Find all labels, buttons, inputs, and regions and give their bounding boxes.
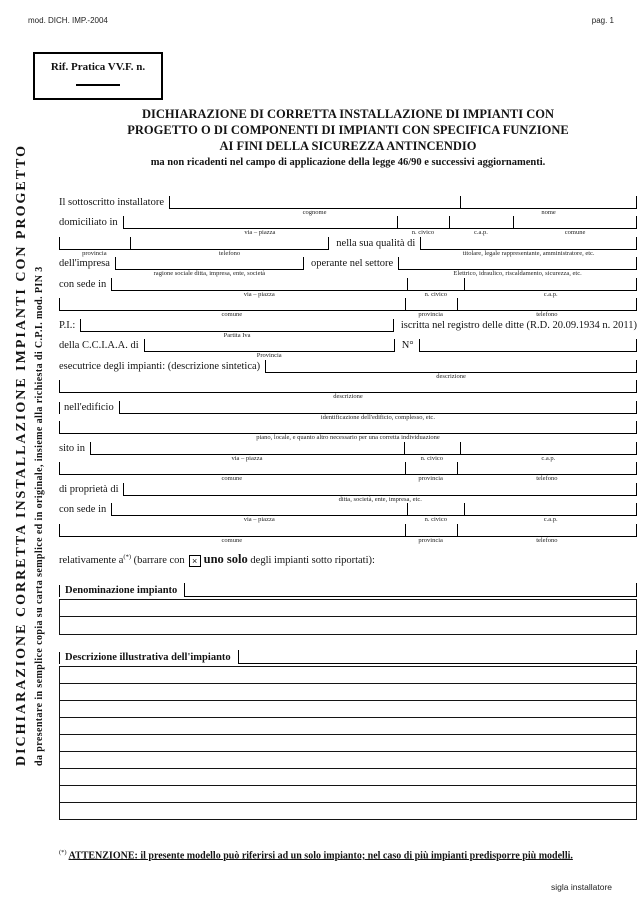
sublabel-civico: n. civico <box>411 229 435 236</box>
cell-comune-domicilio <box>513 216 637 237</box>
sublabel-provincia: provincia <box>418 536 443 544</box>
descrizione-header <box>59 649 637 664</box>
sublabel-telefono: telefono <box>218 249 241 257</box>
sidebar-vertical-title: DICHIARAZIONE CORRETTA INSTALLAZIONE IMPIANTI CON PROGETTO <box>14 143 29 766</box>
field-cognome[interactable] <box>169 196 460 209</box>
cell-cap-proprieta <box>464 503 637 524</box>
sublabel-via: via – piazza <box>244 229 276 236</box>
field-cap-domicilio[interactable] <box>449 216 513 229</box>
cell-piano-locale <box>59 421 637 442</box>
cell-cognome <box>169 196 460 217</box>
denominazione-header-line[interactable] <box>184 583 637 597</box>
instr-uno-solo: uno solo <box>203 551 248 566</box>
field-nome[interactable] <box>460 196 637 209</box>
sublabel-descrizione: descrizione <box>436 372 466 380</box>
row-impresa <box>59 258 637 279</box>
footnote-rest: : il presente modello può riferirsi ad un solo impianto; nel caso di più impianti predisporre più modelli. <box>134 849 573 861</box>
descrizione-header-line[interactable] <box>238 650 637 664</box>
cell-cciaa-numero <box>419 339 637 360</box>
cell-cap-sito <box>460 442 637 463</box>
denominazione-header <box>59 582 637 597</box>
page-number: pag. 1 <box>591 16 614 25</box>
sublabel-comune: comune <box>564 229 586 236</box>
footnote-text <box>69 850 573 861</box>
descrizione-write-row[interactable] <box>60 786 636 803</box>
denominazione-box <box>59 599 637 635</box>
field-provincia-sede[interactable] <box>405 298 457 311</box>
instr-pre: relativamente a <box>59 554 124 566</box>
cell-civico-domicilio <box>397 216 449 237</box>
descrizione-write-row[interactable] <box>60 701 636 718</box>
sublabel-via: via – piazza <box>243 516 275 523</box>
cell-qualita <box>420 237 637 258</box>
row-comune-sede <box>59 299 637 320</box>
field-civico-sede[interactable] <box>407 278 464 291</box>
esecutrice-label: esecutrice degli impianti: (descrizione sintetica) <box>59 360 261 372</box>
checkbox-marked-icon: × <box>189 555 201 567</box>
sublabel-comune: comune <box>221 475 243 482</box>
rif-pratica-label: Rif. Pratica VV.F. n. <box>50 61 146 73</box>
sublabel-partita-iva: Partita Iva <box>223 331 251 339</box>
row-sito-in <box>59 442 637 463</box>
cell-via-sede <box>111 278 407 299</box>
cell-provincia-sito <box>405 462 457 483</box>
cciaa-label: della C.C.I.A.A. di <box>59 340 139 351</box>
cell-comune-sede <box>59 298 405 319</box>
installer-label: Il sottoscritto installatore <box>59 196 164 208</box>
cell-provincia-proprieta <box>405 524 457 545</box>
cell-partita-iva <box>80 319 394 340</box>
row-piano-locale <box>59 422 637 443</box>
sublabel-via: via – piazza <box>243 290 275 298</box>
cell-cap-domicilio <box>449 216 513 237</box>
cell-civico-sede <box>407 278 464 299</box>
denominazione-label: Denominazione impianto <box>59 585 184 597</box>
registro-ditte-label: iscritta nel registro delle ditte (R.D. 20.09.1934 n. 2011) <box>400 319 637 331</box>
sublabel-cap: c.a.p. <box>541 454 556 462</box>
row-cciaa <box>59 340 637 361</box>
sigla-installatore-label: sigla installatore <box>551 882 612 892</box>
field-comune-sede[interactable] <box>59 298 405 311</box>
field-via-sito[interactable] <box>90 442 404 455</box>
field-telefono-domicilio[interactable] <box>130 237 330 250</box>
field-cap-proprieta[interactable] <box>464 503 637 516</box>
cell-descrizione-2 <box>59 380 637 401</box>
relativamente-instruction <box>59 552 637 570</box>
domicilio-label: domiciliato in <box>59 217 118 228</box>
cell-provincia-domicilio <box>59 237 130 258</box>
cell-ragione-sociale <box>115 257 304 278</box>
cell-civico-proprieta <box>407 503 464 524</box>
descrizione-write-row[interactable] <box>60 803 636 819</box>
row-descrizione-2 <box>59 381 637 402</box>
denominazione-write-row[interactable] <box>60 600 636 618</box>
descrizione-write-row[interactable] <box>60 752 636 769</box>
sublabel-provincia: provincia <box>418 475 443 482</box>
rif-pratica-box <box>33 52 163 100</box>
sede-impresa-label: con sede in <box>59 278 107 290</box>
field-civico-sito[interactable] <box>404 442 460 455</box>
sublabel-titolare: titolare, legale rappresentante, amministratore, etc. <box>462 249 595 257</box>
page-meta <box>28 16 614 25</box>
sublabel-civico: n. civico <box>420 454 444 462</box>
field-cap-sede[interactable] <box>464 278 637 291</box>
title-subtitle: ma non ricadenti nel campo di applicazione della legge 46/90 e successivi aggiornamenti. <box>150 157 546 168</box>
footnote <box>59 849 637 861</box>
instr-footnote-marker: (*) <box>123 553 132 560</box>
form-body <box>59 196 637 861</box>
title-line-1: DICHIARAZIONE DI CORRETTA INSTALLAZIONE DI IMPIANTI CON <box>141 107 555 121</box>
row-sede-proprieta <box>59 504 637 525</box>
field-telefono-proprieta[interactable] <box>457 524 637 537</box>
sublabel-provincia: provincia <box>82 249 107 257</box>
row-comune-sito <box>59 463 637 484</box>
cell-via-domicilio <box>123 216 398 237</box>
sublabel-telefono: telefono <box>536 536 558 544</box>
descrizione-box <box>59 666 637 820</box>
row-edificio <box>59 401 637 422</box>
field-proprieta[interactable] <box>123 483 637 496</box>
descrizione-write-row[interactable] <box>60 769 636 786</box>
sublabel-comune: comune <box>221 311 243 318</box>
row-qualita <box>59 237 637 258</box>
field-partita-iva[interactable] <box>80 319 394 332</box>
descrizione-write-row[interactable] <box>60 684 636 701</box>
field-provincia-domicilio[interactable] <box>59 237 130 250</box>
field-descrizione-1[interactable] <box>265 360 637 373</box>
sublabel-telefono: telefono <box>536 311 558 318</box>
sublabel-settore: Elettrico, idraulico, riscaldamento, sicurezza, etc. <box>453 270 582 277</box>
field-cciaa-numero[interactable] <box>419 339 637 352</box>
sito-label: sito in <box>59 442 85 454</box>
field-edificio[interactable] <box>119 401 637 414</box>
field-telefono-sede[interactable] <box>457 298 637 311</box>
field-descrizione-2[interactable] <box>59 380 637 393</box>
form-model-code: mod. DICH. IMP.-2004 <box>28 16 108 25</box>
sublabel-ditta: ditta, società, ente, impresa, etc. <box>338 495 422 503</box>
cell-proprieta <box>123 483 637 504</box>
field-cap-sito[interactable] <box>460 442 637 455</box>
field-civico-proprieta[interactable] <box>407 503 464 516</box>
sublabel-cognome: cognome <box>302 208 327 216</box>
sublabel-cap: c.a.p. <box>473 229 488 236</box>
cell-via-proprieta <box>111 503 407 524</box>
field-civico-domicilio[interactable] <box>397 216 449 229</box>
cell-descrizione-1 <box>265 360 637 381</box>
sublabel-piano-locale: piano, locale, e quanto altro necessario per una corretta individuazione <box>256 434 440 441</box>
row-comune-proprieta <box>59 524 637 545</box>
row-partita-iva <box>59 319 637 340</box>
sublabel-cap: c.a.p. <box>543 290 558 298</box>
sede-proprieta-label: con sede in <box>59 504 107 515</box>
row-esecutrice <box>59 360 637 381</box>
document-title <box>58 106 638 169</box>
field-comune-sito[interactable] <box>59 462 405 475</box>
cell-provincia-sede <box>405 298 457 319</box>
impresa-label: dell'impresa <box>59 258 110 269</box>
field-provincia-proprieta[interactable] <box>405 524 457 537</box>
cell-cap-sede <box>464 278 637 299</box>
row-domicilio <box>59 217 637 238</box>
cell-telefono-proprieta <box>457 524 637 545</box>
rif-pratica-blank-line[interactable] <box>76 84 120 86</box>
sublabel-provincia: provincia <box>418 311 443 318</box>
field-qualita[interactable] <box>420 237 637 250</box>
field-telefono-sito[interactable] <box>457 462 637 475</box>
edificio-label: nell'edificio <box>64 401 114 413</box>
cell-settore <box>398 257 637 278</box>
title-line-2: PROGETTO O DI COMPONENTI DI IMPIANTI CON SPECIFICA FUNZIONE <box>127 123 569 137</box>
sublabel-identificazione-edificio: identificazione dell'edificio, complesso, etc. <box>320 413 435 421</box>
descrizione-write-row[interactable] <box>60 718 636 735</box>
settore-label: operante nel settore <box>310 258 394 269</box>
descrizione-label: Descrizione illustrativa dell'impianto <box>59 652 238 664</box>
sublabel-comune: comune <box>221 536 243 544</box>
field-via-sede[interactable] <box>111 278 407 291</box>
sublabel-telefono: telefono <box>536 475 558 482</box>
cell-edificio <box>119 401 637 422</box>
field-comune-proprieta[interactable] <box>59 524 405 537</box>
field-settore[interactable] <box>398 257 637 270</box>
cell-telefono-sede <box>457 298 637 319</box>
row-sede-impresa <box>59 278 637 299</box>
cell-comune-sito <box>59 462 405 483</box>
sublabel-civico: n. civico <box>424 290 447 298</box>
field-provincia-sito[interactable] <box>405 462 457 475</box>
cell-cciaa-provincia <box>144 339 395 360</box>
cell-via-sito <box>90 442 404 463</box>
footnote-marker: (*) <box>59 848 67 856</box>
instr-mid: (barrare con <box>131 554 185 566</box>
field-piano-locale[interactable] <box>59 421 637 434</box>
cell-telefono-sito <box>457 462 637 483</box>
cell-civico-sito <box>404 442 460 463</box>
qualita-label: nella sua qualità di <box>336 237 416 249</box>
sublabel-via: via – piazza <box>231 454 263 462</box>
sublabel-provincia: Provincia <box>256 352 282 359</box>
row-installatore <box>59 196 637 217</box>
denominazione-write-row[interactable] <box>60 617 636 634</box>
field-via-proprieta[interactable] <box>111 503 407 516</box>
sidebar-vertical-subtitle: da presentare in semplice copia su carta semplice ed in originale, insieme alla richiesta di C.P.I. mod. PIN 3 <box>34 266 45 766</box>
pi-label: P.I.: <box>59 319 76 331</box>
sublabel-civico: n. civico <box>424 516 447 523</box>
descrizione-write-row[interactable] <box>60 667 636 684</box>
proprieta-label: di proprietà di <box>59 483 119 495</box>
field-cciaa-provincia[interactable] <box>144 339 395 352</box>
instr-post: degli impianti sotto riportati): <box>247 554 375 566</box>
row-proprieta <box>59 483 637 504</box>
sublabel-cap: c.a.p. <box>543 516 558 523</box>
cell-telefono-domicilio <box>130 237 330 258</box>
sublabel-ragione-sociale: ragione sociale ditta, impresa, ente, società <box>153 270 266 277</box>
field-comune-domicilio[interactable] <box>513 216 637 229</box>
field-via-domicilio[interactable] <box>123 216 398 229</box>
field-ragione-sociale[interactable] <box>115 257 304 270</box>
sublabel-nome: nome <box>541 208 556 216</box>
descrizione-write-row[interactable] <box>60 735 636 752</box>
title-line-3: AI FINI DELLA SICUREZZA ANTINCENDIO <box>219 139 477 153</box>
sublabel-descrizione: descrizione <box>333 393 363 400</box>
numero-label: N° <box>401 340 414 351</box>
footnote-attenzione: ATTENZIONE <box>68 849 135 861</box>
cell-nome <box>460 196 637 217</box>
cell-comune-proprieta <box>59 524 405 545</box>
